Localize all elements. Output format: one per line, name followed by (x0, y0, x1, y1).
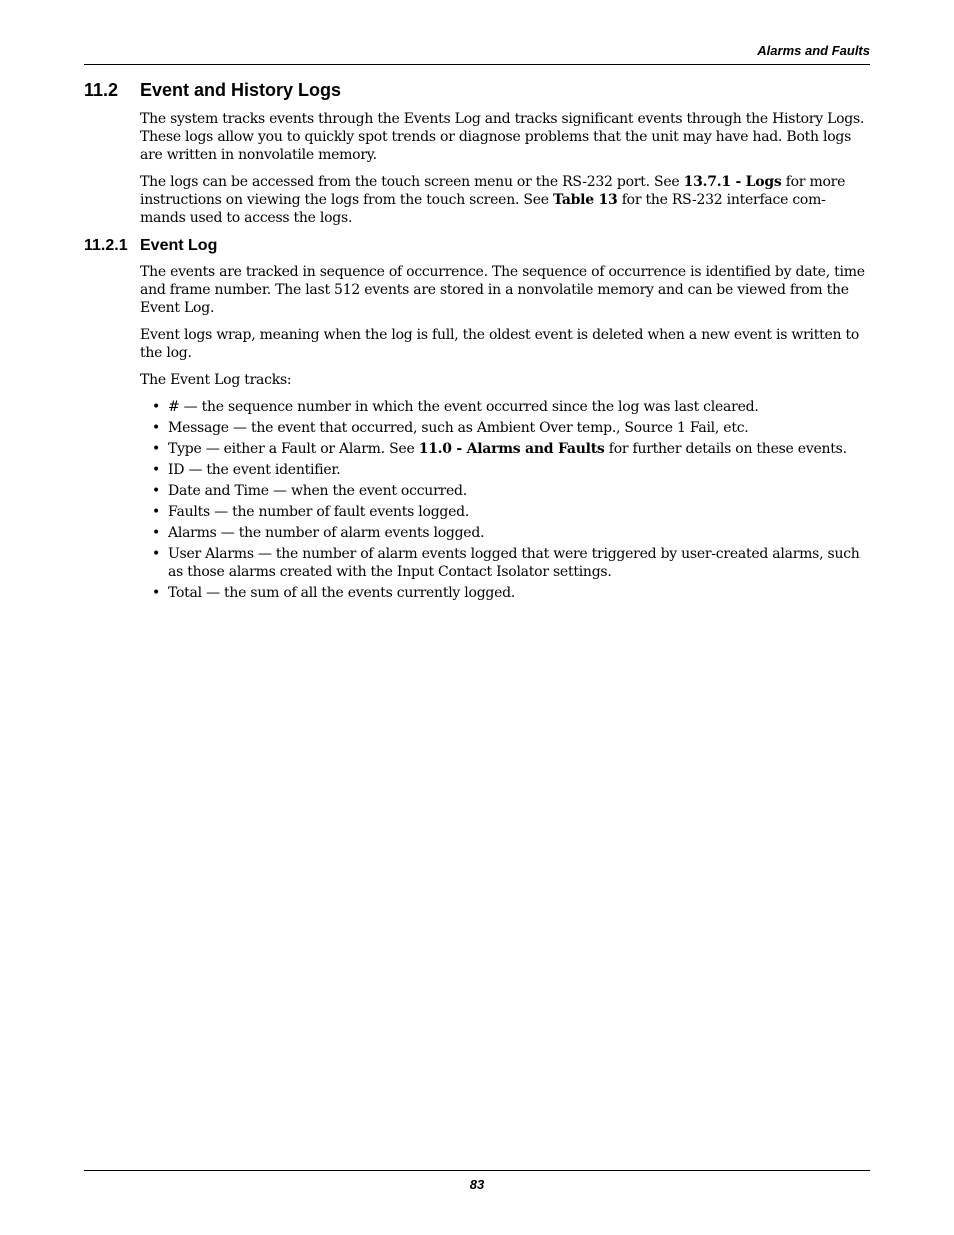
section-paragraph (140, 173, 870, 227)
section-heading (84, 78, 870, 102)
subsection-paragraph: The Event Log tracks: (140, 372, 292, 388)
event-log-fields-list (140, 398, 870, 602)
list-item (140, 482, 870, 500)
bullet-icon: • (152, 546, 161, 562)
list-item-text: Date and Time — when the event occurred. (168, 483, 467, 499)
section-body (140, 110, 870, 227)
bullet-icon: • (152, 420, 161, 436)
subsection-number: 11.2.1 (84, 237, 128, 254)
section-number: 11.2 (84, 80, 119, 100)
list-item (140, 584, 870, 602)
text-run: for the RS-232 interface com-mands used to access the logs. (140, 192, 826, 226)
footer-rule (84, 1170, 870, 1171)
bullet-icon: • (152, 504, 161, 520)
cross-reference-link[interactable]: Table 13 (552, 192, 618, 208)
page-content (84, 78, 870, 605)
list-item (140, 440, 870, 458)
list-item (140, 419, 870, 437)
list-item-text: Message — the event that occurred, such as Ambient Over temp., Source 1 Fail, etc. (168, 420, 749, 436)
bullet-icon: • (152, 462, 161, 478)
page-number: 83 (469, 1177, 485, 1192)
header-rule (84, 64, 870, 65)
cross-reference-link[interactable]: 13.7.1 - Logs (683, 174, 782, 190)
subsection-paragraph: The events are tracked in sequence of occurrence. The sequence of occurrence is identified by date, time and frame number. The last 512 events are stored in a nonvolatile memory and can be viewed from the Event Log. (140, 264, 865, 316)
list-item (140, 503, 870, 521)
list-item (140, 524, 870, 542)
list-item-text: ID — the event identifier. (168, 462, 341, 478)
list-item (140, 545, 870, 581)
bullet-icon: • (152, 399, 161, 415)
list-item-text: Faults — the number of fault events logged. (168, 504, 470, 520)
cross-reference-link[interactable]: 11.0 - Alarms and Faults (418, 441, 605, 457)
bullet-icon: • (152, 441, 161, 457)
text-run: The logs can be accessed from the touch screen menu or the RS-232 port. See (140, 174, 684, 190)
list-item-text: Total — the sum of all the events currently logged. (168, 585, 516, 601)
subsection-title: Event Log (140, 237, 218, 254)
subsection-heading (84, 236, 870, 256)
bullet-icon: • (152, 483, 161, 499)
list-item-text: # — the sequence number in which the event occurred since the log was last cleared. (168, 399, 759, 415)
running-head: Alarms and Faults (757, 43, 870, 58)
list-item (140, 398, 870, 416)
bullet-icon: • (152, 585, 161, 601)
list-item (140, 461, 870, 479)
list-item-text: Alarms — the number of alarm events logged. (168, 525, 485, 541)
bullet-icon: • (152, 525, 161, 541)
subsection-body (140, 263, 870, 602)
section-paragraph: The system tracks events through the Events Log and tracks significant events through the History Logs. These logs allow you to quickly spot trends or diagnose problems that the unit may have had. Both logs are written in nonvolatile memory. (140, 111, 865, 163)
text-run: for further details on these events. (604, 441, 847, 457)
text-run: Type — either a Fault or Alarm. See (168, 441, 419, 457)
section-title: Event and History Logs (140, 80, 342, 100)
subsection-paragraph: Event logs wrap, meaning when the log is full, the oldest event is deleted when a new event is written to the log. (140, 327, 860, 361)
list-item-text: User Alarms — the number of alarm events logged that were triggered by user-created alarms, such as those alarms created with the Input Contact Isolator settings. (168, 546, 860, 580)
text-run: for more instructions on viewing the logs from the touch screen. See (140, 174, 846, 208)
